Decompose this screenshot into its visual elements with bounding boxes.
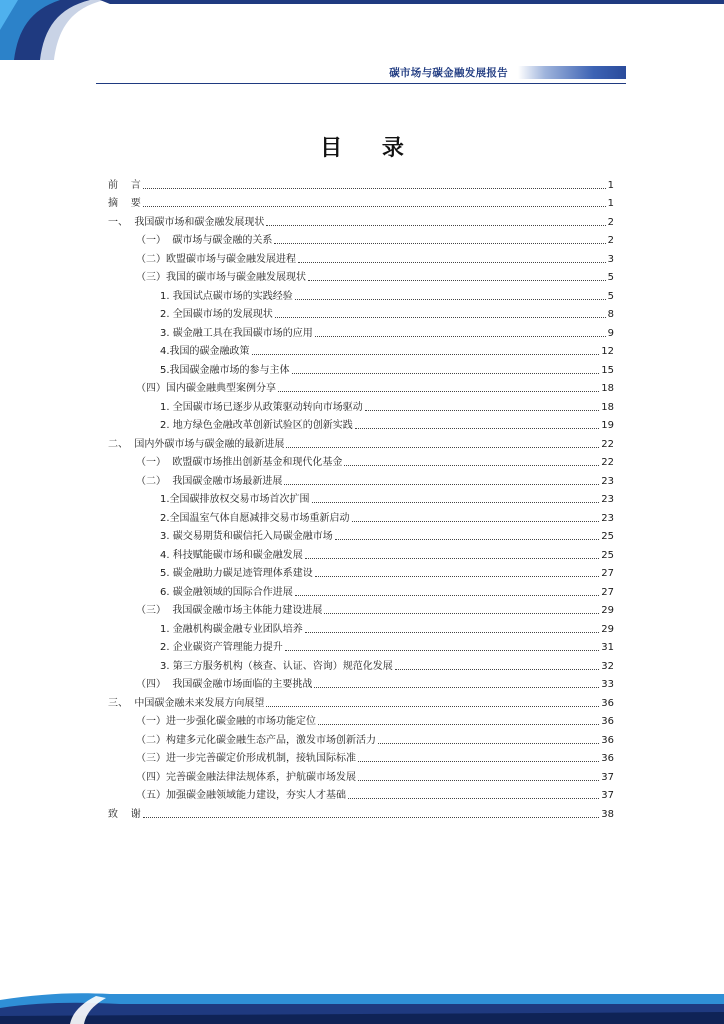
toc-entry-label: 二、 国内外碳市场与碳金融的最新进展 [108, 438, 285, 450]
toc-entry[interactable] [108, 599, 614, 618]
toc-entry-page: 36 [601, 697, 614, 709]
toc-entry-label: （一） 碳市场与碳金融的关系 [136, 235, 273, 246]
toc-dot-leader [252, 354, 600, 355]
toc-entry[interactable] [108, 784, 614, 803]
toc-entry-page: 29 [601, 623, 614, 635]
toc-dot-leader [278, 391, 599, 392]
toc-entry-page: 15 [601, 364, 614, 376]
toc-entry-label: （三）进一步完善碳定价形成机制，接轨国际标准 [136, 753, 356, 764]
toc-entry[interactable] [108, 395, 614, 414]
toc-dot-leader [143, 188, 606, 189]
toc-entry-page: 1 [607, 198, 614, 209]
toc-dot-leader [143, 817, 600, 818]
toc-entry[interactable] [108, 802, 614, 821]
toc-entry-page: 8 [607, 309, 614, 320]
toc-dot-leader [318, 724, 599, 725]
toc-dot-leader [266, 225, 605, 226]
toc-entry-label: （一）进一步强化碳金融的市场功能定位 [136, 716, 316, 727]
toc-entry[interactable] [108, 765, 614, 784]
toc-dot-leader [292, 373, 600, 374]
toc-entry-label: （四） 我国碳金融市场面临的主要挑战 [136, 679, 313, 690]
toc-entry[interactable] [108, 284, 614, 303]
toc-dot-leader [312, 502, 600, 503]
toc-dot-leader [344, 465, 599, 466]
toc-entry[interactable] [108, 266, 614, 285]
toc-title: 目 录 [320, 135, 420, 161]
toc-entry-label: 1. 金融机构碳金融专业团队培养 [160, 623, 303, 635]
toc-entry-page: 1 [607, 179, 614, 191]
toc-dot-leader [284, 484, 599, 485]
toc-dot-leader [266, 706, 599, 707]
toc-entry-page: 37 [601, 771, 614, 783]
toc-dot-leader [324, 613, 599, 614]
toc-dot-leader [305, 558, 600, 559]
toc-entry-label: （四）国内碳金融典型案例分享 [136, 383, 276, 394]
toc-entry-page: 3 [607, 253, 614, 265]
toc-entry[interactable] [108, 580, 614, 599]
toc-dot-leader [395, 669, 600, 670]
toc-entry-page: 2 [607, 216, 614, 228]
toc-entry-page: 27 [601, 586, 614, 598]
toc-entry-label: 2. 地方绿色金融改革创新试验区的创新实践 [160, 420, 353, 431]
toc-entry-label: （二） 我国碳金融市场最新进展 [136, 475, 283, 487]
toc-entry-page: 36 [601, 753, 614, 764]
toc-entry[interactable] [108, 173, 614, 192]
toc-dot-leader [298, 262, 606, 263]
toc-dot-leader [295, 595, 600, 596]
toc-entry-page: 23 [601, 494, 614, 505]
toc-entry-label: 致 谢 [108, 808, 141, 820]
toc-entry-label: （三）我国的碳市场与碳金融发展现状 [136, 272, 306, 283]
header-rule [96, 83, 626, 84]
toc-entry-label: （五）加强碳金融领域能力建设，夯实人才基础 [136, 790, 346, 801]
toc-entry-label: （一） 欧盟碳市场推出创新基金和现代化基金 [136, 457, 343, 468]
toc-entry-page: 22 [601, 457, 614, 468]
toc-entry[interactable] [108, 321, 614, 340]
toc-entry[interactable] [108, 247, 614, 266]
toc-entry-page: 27 [601, 568, 614, 579]
toc-entry-label: 1. 全国碳市场已逐步从政策驱动转向市场驱动 [160, 401, 363, 413]
toc-dot-leader [365, 410, 600, 411]
toc-entry-page: 18 [601, 401, 614, 413]
top-corner-decoration [0, 0, 724, 60]
toc-dot-leader [274, 243, 605, 244]
toc-entry[interactable] [108, 691, 614, 710]
toc-entry-page: 37 [601, 790, 614, 801]
toc-entry-label: 6. 碳金融领域的国际合作进展 [160, 586, 293, 598]
toc-entry[interactable] [108, 469, 614, 488]
toc-entry-page: 9 [607, 327, 614, 339]
toc-entry[interactable] [108, 229, 614, 248]
toc-entry[interactable] [108, 636, 614, 655]
toc-entry-page: 19 [601, 420, 614, 431]
toc-entry[interactable] [108, 358, 614, 377]
toc-dot-leader [315, 336, 606, 337]
toc-entry-label: 摘 要 [108, 198, 141, 209]
toc-entry-label: 3. 第三方服务机构（核查、认证、咨询）规范化发展 [160, 660, 393, 672]
toc-entry-label: （二）构建多元化碳金融生态产品，激发市场创新活力 [136, 734, 376, 746]
toc-entry-label: 3. 碳金融工具在我国碳市场的应用 [160, 327, 313, 339]
toc-entry-label: 4.我国的碳金融政策 [160, 346, 250, 357]
toc-entry-page: 25 [601, 531, 614, 542]
toc-entry[interactable] [108, 506, 614, 525]
toc-entry-label: （四）完善碳金融法律法规体系，护航碳市场发展 [136, 771, 356, 783]
header-gradient-stripe [518, 66, 626, 79]
toc-entry-label: 2.全国温室气体自愿减排交易市场重新启动 [160, 512, 350, 524]
toc-entry[interactable] [108, 414, 614, 433]
toc-entry[interactable] [108, 488, 614, 507]
toc-entry-label: 1.全国碳排放权交易市场首次扩围 [160, 494, 310, 505]
toc-entry-page: 22 [601, 438, 614, 450]
toc-dot-leader [358, 780, 599, 781]
toc-entry[interactable] [108, 747, 614, 766]
toc-entry-page: 12 [601, 346, 614, 357]
toc-entry-label: 前 言 [108, 179, 141, 191]
toc-dot-leader [305, 632, 600, 633]
toc-entry-page: 31 [601, 642, 614, 653]
page-header [96, 62, 626, 84]
toc-entry-page: 29 [601, 605, 614, 616]
toc-entry[interactable] [108, 451, 614, 470]
toc-entry[interactable] [108, 562, 614, 581]
toc-entry[interactable] [108, 617, 614, 636]
toc-dot-leader [308, 280, 606, 281]
toc-dot-leader [275, 317, 606, 318]
toc-dot-leader [143, 206, 606, 207]
toc-dot-leader [285, 650, 600, 651]
toc-dot-leader [352, 521, 600, 522]
toc-entry-label: 4. 科技赋能碳市场和碳金融发展 [160, 549, 303, 561]
toc-entry-label: 1. 我国试点碳市场的实践经验 [160, 290, 293, 302]
toc-dot-leader [286, 447, 599, 448]
toc-entry[interactable] [108, 654, 614, 673]
toc-dot-leader [315, 576, 600, 577]
toc-entry-label: 一、 我国碳市场和碳金融发展现状 [108, 216, 265, 228]
toc-dot-leader [295, 299, 606, 300]
toc-entry-label: （三） 我国碳金融市场主体能力建设进展 [136, 605, 323, 616]
toc-entry-page: 18 [601, 383, 614, 394]
toc-entry-page: 33 [601, 679, 614, 690]
table-of-contents [108, 173, 614, 821]
toc-dot-leader [335, 539, 600, 540]
toc-dot-leader [355, 428, 600, 429]
toc-entry-label: 5. 碳金融助力碳足迹管理体系建设 [160, 568, 313, 579]
toc-entry[interactable] [108, 543, 614, 562]
toc-entry-label: 2. 全国碳市场的发展现状 [160, 309, 273, 320]
toc-entry-label: 三、 中国碳金融未来发展方向展望 [108, 697, 265, 709]
toc-entry[interactable] [108, 340, 614, 359]
toc-entry-page: 38 [601, 808, 614, 820]
toc-entry[interactable] [108, 525, 614, 544]
toc-entry-page: 23 [601, 512, 614, 524]
toc-entry[interactable] [108, 728, 614, 747]
toc-entry-label: 3. 碳交易期货和碳信托入局碳金融市场 [160, 531, 333, 542]
toc-entry[interactable] [108, 432, 614, 451]
toc-entry[interactable] [108, 192, 614, 211]
toc-entry[interactable] [108, 377, 614, 396]
toc-entry[interactable] [108, 673, 614, 692]
toc-entry-page: 2 [607, 235, 614, 246]
toc-entry[interactable] [108, 303, 614, 322]
toc-dot-leader [348, 798, 599, 799]
toc-entry-page: 23 [601, 475, 614, 487]
header-title: 碳市场与碳金融发展报告 [389, 67, 508, 79]
toc-entry-page: 25 [601, 549, 614, 561]
toc-dot-leader [358, 761, 599, 762]
toc-entry[interactable] [108, 710, 614, 729]
toc-entry-page: 5 [607, 290, 614, 302]
toc-entry-page: 36 [601, 734, 614, 746]
toc-entry-label: 5.我国碳金融市场的参与主体 [160, 364, 290, 376]
toc-entry-label: 2. 企业碳资产管理能力提升 [160, 642, 283, 653]
toc-dot-leader [378, 743, 599, 744]
toc-entry[interactable] [108, 210, 614, 229]
bottom-band-decoration [0, 980, 724, 1024]
toc-dot-leader [314, 687, 599, 688]
toc-entry-page: 32 [601, 660, 614, 672]
toc-entry-page: 36 [601, 716, 614, 727]
toc-entry-label: （二）欧盟碳市场与碳金融发展进程 [136, 253, 296, 265]
toc-entry-page: 5 [607, 272, 614, 283]
